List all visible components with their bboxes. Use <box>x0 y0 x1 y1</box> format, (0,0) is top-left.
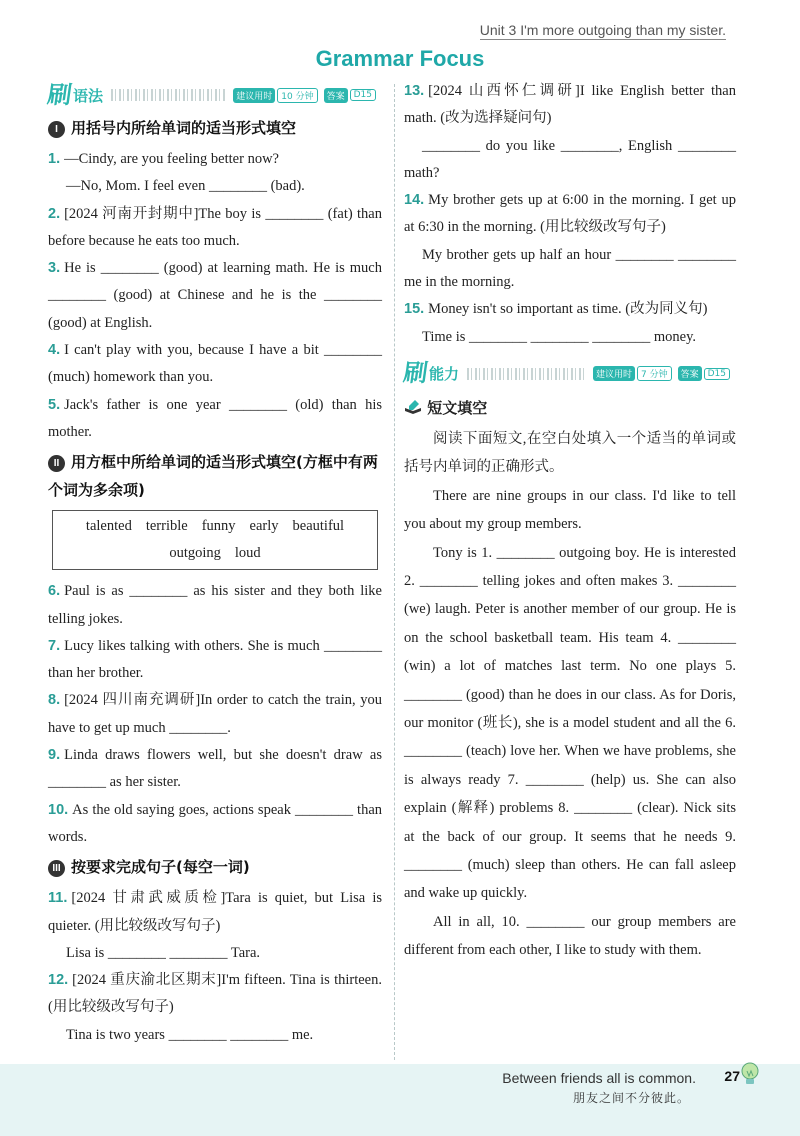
page-number: 27 <box>724 1068 740 1084</box>
answer-line: ________ do you like ________, English ________ math? <box>404 137 736 181</box>
question-number: 6. <box>48 583 61 600</box>
time-value: 10 分钟 <box>277 88 317 103</box>
word-option: beautiful <box>292 518 345 535</box>
question-14 <box>404 187 736 296</box>
question-text: [2024 重庆渝北区期末]I'm fifteen. Tina is thirteen. (用比较级改写句子) <box>48 972 382 1016</box>
question-number: 5. <box>48 396 61 413</box>
question-number: 9. <box>48 747 61 764</box>
passage-paragraph: There are nine groups in our class. I'd like to tell you about my group members. <box>404 487 736 533</box>
roman-numeral-badge: I <box>48 121 65 138</box>
unit-title: Unit 3 I'm more outgoing than my sister. <box>479 22 726 38</box>
question-number: 11. <box>48 890 68 907</box>
word-option: early <box>249 518 279 535</box>
answer-line: Lisa is ________ ________ Tara. <box>66 944 261 961</box>
question-11 <box>48 885 382 967</box>
part-instruction: 按要求完成句子(每空一词) <box>71 858 250 877</box>
word-option: funny <box>201 518 236 535</box>
question-3 <box>48 255 382 337</box>
question-number: 12. <box>48 972 69 989</box>
question-text: Jack's father is one year ________ (old) than his mother. <box>48 396 382 440</box>
question-number: 14. <box>404 192 425 209</box>
question-text: Money isn't so important as time. (改为同义句) <box>428 301 708 318</box>
decorative-barcode <box>467 368 585 380</box>
lightbulb-icon <box>740 1062 760 1091</box>
question-12 <box>48 967 382 1049</box>
footer-proverb-chinese: 朋友之间不分彼此。 <box>572 1091 690 1105</box>
question-text: Lucy likes talking with others. She is much ________ than her brother. <box>48 637 382 682</box>
right-column <box>401 78 736 965</box>
reading-title <box>404 393 736 423</box>
word-option: outgoing <box>169 545 221 562</box>
answer-label: 答案 <box>678 366 702 381</box>
answer-page: D15 <box>704 368 730 380</box>
question-number: 8. <box>48 692 61 709</box>
section-title: 能力 <box>429 365 460 384</box>
answer-label: 答案 <box>324 88 348 103</box>
question-number: 3. <box>48 260 61 277</box>
word-box <box>52 510 378 570</box>
question-9 <box>48 742 382 797</box>
question-number: 10. <box>48 801 69 818</box>
question-6 <box>48 578 382 633</box>
question-text: [2024 四川南充调研]In order to catch the train, you have to get up much ________. <box>48 692 382 736</box>
ability-section-header <box>401 357 736 388</box>
answer-line: Time is ________ ________ ________ money. <box>422 328 697 345</box>
part-instruction: 用方框中所给单词的适当形式填空(方框中有两个词为多余项) <box>48 453 378 500</box>
time-label: 建议用时 <box>593 366 635 381</box>
answer-line: My brother gets up half an hour ________ ________ me in the morning. <box>404 246 736 291</box>
page-title: Grammar Focus <box>315 46 485 71</box>
question-4 <box>48 337 382 392</box>
left-column <box>45 78 382 1049</box>
word-option: talented <box>85 518 132 535</box>
roman-numeral-badge: II <box>48 455 65 472</box>
footer-proverb-english: Between friends all is common. <box>502 1070 696 1086</box>
question-text: I can't play with you, because I have a bit ________ (much) homework than you. <box>48 342 382 386</box>
decorative-barcode <box>111 89 225 101</box>
time-label: 建议用时 <box>233 88 275 103</box>
word-option: loud <box>234 545 261 562</box>
question-number: 1. <box>48 151 61 167</box>
answer-page: D15 <box>350 89 376 101</box>
question-text: He is ________ (good) at learning math. He is much ________ (good) at Chinese and he is the ________ (good) at English. <box>48 260 382 331</box>
question-number: 13. <box>404 83 425 99</box>
question-number: 2. <box>48 205 61 222</box>
question-10 <box>48 797 382 852</box>
question-5 <box>48 392 382 447</box>
roman-numeral-badge: III <box>48 860 65 877</box>
question-13 <box>404 78 736 187</box>
answer-line: Tina is two years ________ ________ me. <box>66 1026 314 1043</box>
question-text: As the old saying goes, actions speak ________ than words. <box>48 801 382 845</box>
part2-title <box>48 448 382 504</box>
question-2 <box>48 201 382 256</box>
question-text: [2024 山西怀仁调研]I like English better than math. (改为选择疑问句) <box>404 83 736 127</box>
question-text: [2024 甘肃武威质检]Tara is quiet, but Lisa is quieter. (用比较级改写句子) <box>48 890 382 934</box>
question-text: —No, Mom. I feel even ________ (bad). <box>66 178 305 195</box>
question-text: Linda draws flowers well, but she doesn't draw as ________ as her sister. <box>48 747 382 791</box>
question-number: 7. <box>48 637 61 654</box>
section-title: 语法 <box>73 86 104 105</box>
question-number: 4. <box>48 342 61 359</box>
time-value: 7 分钟 <box>637 366 672 381</box>
question-text: Paul is as ________ as his sister and they both like telling jokes. <box>48 583 382 627</box>
passage-paragraph: Tony is 1. ________ outgoing boy. He is interested 2. ________ telling jokes and often makes 3. ________ (we) laugh. Peter is another member of our group. He is on the school basketball team. His team 4. ________ (win) a lot of matches last term. No one plays 5. ________ (good) than he does in our class. As for Doris, our monitor (班长), she is a model student and all the 6. ________ (teach) love her. When we have problems, she is always ready 7. ________ (help) us. She can also explain (解释) problems 8. ________ (clear). Nick sits at the back of our group. It seems that he needs 9. ________ (much) sleep than others. He can fall asleep and wake up quickly. <box>404 544 736 902</box>
question-text: [2024 河南开封期中]The boy is ________ (fat) than before because he eats too much. <box>48 205 382 249</box>
question-1 <box>48 146 382 201</box>
column-divider <box>394 84 395 1060</box>
question-number: 15. <box>404 301 425 318</box>
question-text: My brother gets up at 6:00 in the morning. I get up at 6:30 in the morning. (用比较级改写句子) <box>404 192 736 236</box>
passage-paragraph: All in all, 10. ________ our group members are different from each other, I like to study with them. <box>404 913 736 959</box>
reading-title-text: 短文填空 <box>427 398 488 417</box>
brush-logo: 刷 <box>45 80 73 109</box>
grammar-section-header <box>45 78 382 109</box>
part-instruction: 用括号内所给单词的适当形式填空 <box>71 119 297 137</box>
part3-title <box>48 853 382 881</box>
word-option: terrible <box>145 518 188 535</box>
brush-logo: 刷 <box>401 359 429 388</box>
pen-book-icon <box>404 399 427 417</box>
reading-passage <box>404 425 736 965</box>
reading-instruction: 阅读下面短文,在空白处填入一个适当的单词或括号内单词的正确形式。 <box>404 430 736 476</box>
part1-title <box>48 114 382 142</box>
question-text: —Cindy, are you feeling better now? <box>64 151 279 167</box>
question-7 <box>48 633 382 688</box>
question-15 <box>404 296 736 351</box>
question-8 <box>48 687 382 742</box>
